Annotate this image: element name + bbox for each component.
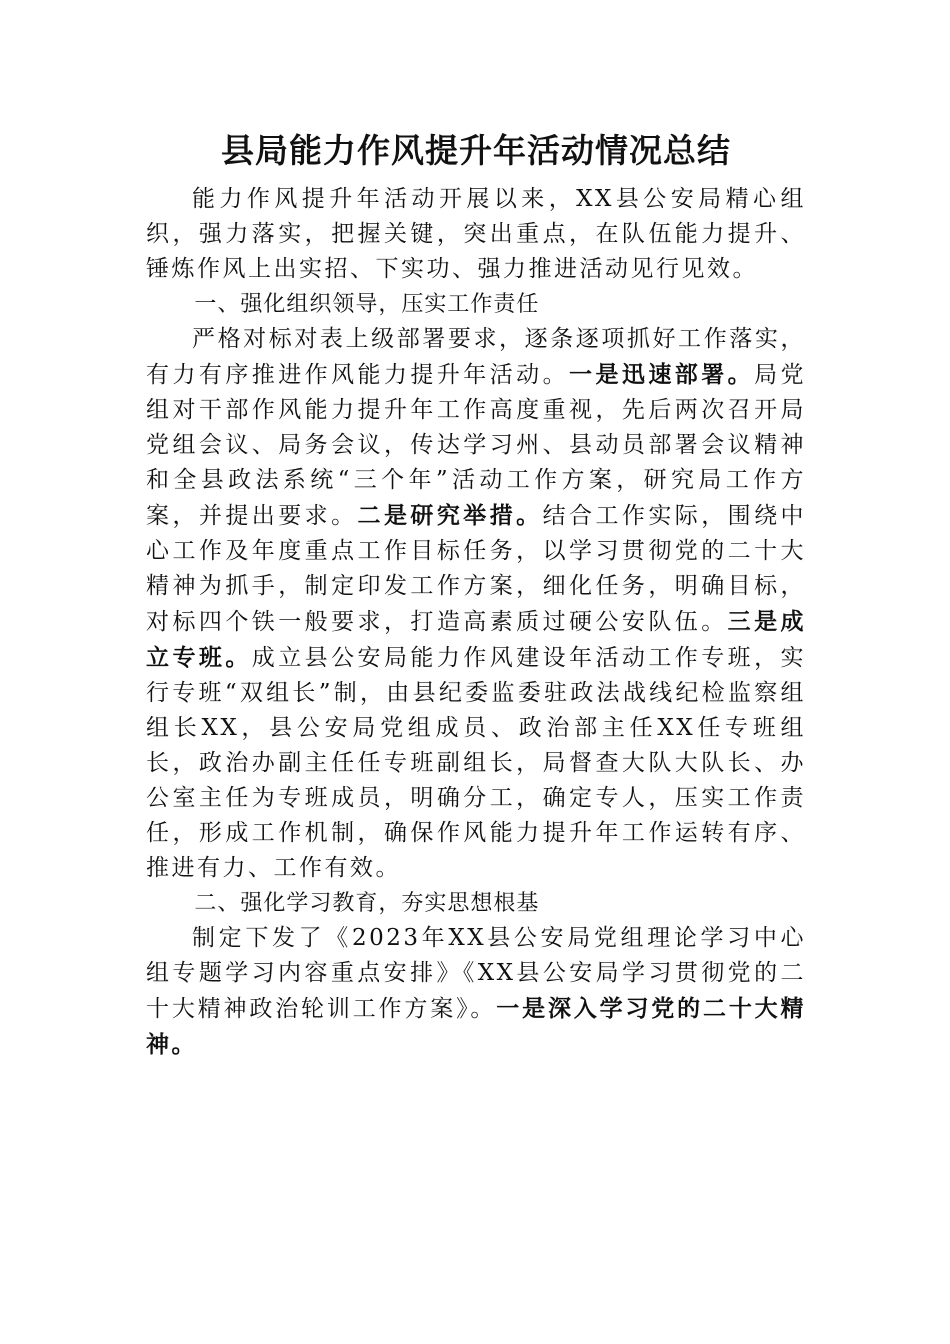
section-1-text-1: 严格对标对表上级部署要求，逐条逐项抓好工作落实，有力有序推进作风能力提升年活动。	[146, 326, 806, 388]
document-body	[146, 128, 806, 1063]
intro-paragraph: 能力作风提升年活动开展以来，XX县公安局精心组织，强力落实，把握关键，突出重点，在队伍能力提升、锤炼作风上出实招、下实功、强力推进活动见行见效。	[146, 186, 806, 282]
section-1-paragraph	[146, 322, 806, 886]
section-2-text-1: 制定下发了《2023年XX县公安局党组理论学习中心组专题学习内容重点安排》《XX县公安局学习贯彻党的二十大精神政治轮训工作方案》。	[146, 925, 806, 1022]
section-1-text-2: 局党组对干部作风能力提升年工作高度重视，先后两次召开局党组会议、局务会议，传达学习州、县动员部署会议精神和全县政法系统“三个年”活动工作方案，研究局工作方案，并提出要求。	[146, 362, 806, 529]
section-2-keypoint-1: 一是深入学习党的二十大精神。	[146, 995, 807, 1058]
section-1-text-3: 结合工作实际，围绕中心工作及年度重点工作目标任务，以学习贯彻党的二十大精神为抓手，制定印发工作方案，细化任务，明确目标，对标四个铁一般要求，打造高素质过硬公安队伍。	[146, 503, 806, 635]
section-heading-1: 一、强化组织领导，压实工作责任	[194, 292, 540, 317]
section-1-text-4: 成立县公安局能力作风建设年活动工作专班，实行专班“双组长”制，由县纪委监委驻政法战线纪检监察组组长XX，县公安局党组成员、政治部主任XX任专班组长，政治办副主任任专班副组长，局督查大队大队长、办公室主任为专班成员，明确分工，确定专人，压实工作责任，形成工作机制，确保作风能力提升年工作运转有序、推进有力、工作有效。	[146, 645, 806, 881]
section-1-keypoint-2: 二是研究举措。	[357, 502, 543, 529]
section-1-keypoint-3: 三是成立专班。	[146, 608, 806, 671]
section-heading-2: 二、强化学习教育，夯实思想根基	[194, 891, 540, 916]
section-1-keypoint-1: 一是迅速部署。	[569, 361, 755, 388]
section-2-paragraph	[146, 921, 806, 1063]
document-title: 县局能力作风提升年活动情况总结	[221, 131, 731, 170]
